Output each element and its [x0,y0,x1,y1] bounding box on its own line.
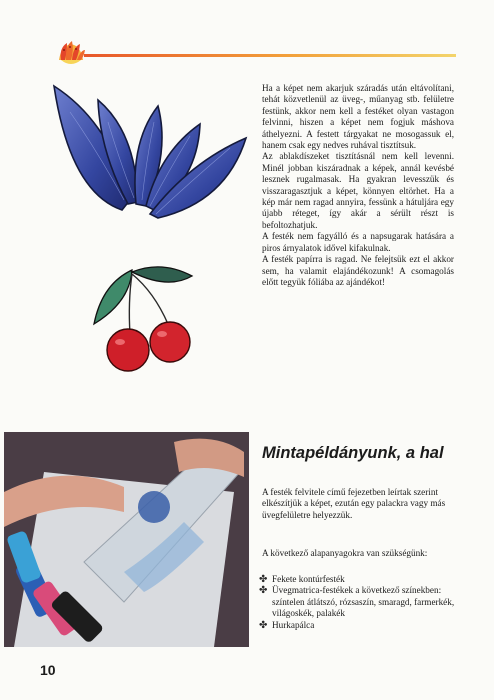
body-paragraph: Az ablakdíszeket tisztításnál nem kell levenni. Minél jobban kiszáradnak a képek, annál kevésbé lesznek rugalmasak. Ha gyakran levesszük és visszaragasztjuk a képet, könnyen eltörhet. Ha a kép már nem ragad annyira, fessünk a hátuljára egy újabb réteget, így akár a sérült részt is befoltozhatjuk. [262,151,454,230]
sun-flower-ornament-icon [55,38,87,68]
materials-list [258,574,458,631]
list-item-text: Fekete kontúrfesték [272,574,345,584]
bottle-painting-photo [4,432,249,647]
flower-bullet-icon: ✤ [259,585,268,597]
cherry-illustration [92,262,204,380]
flower-bullet-icon: ✤ [259,574,268,585]
flower-bullet-icon: ✤ [259,619,268,631]
body-paragraph: A festék nem fagyálló és a napsugarak hatására a piros árnyalatok idővel kifakulnak. [262,231,454,253]
materials-lead: A következő alapanyagokra van szükségünk: [262,548,428,558]
list-item [258,574,458,585]
body-paragraph: Ha a képet nem akarjuk száradás után eltávolítani, tehát közvetlenül az üveg-, műanyag stb. felületre festünk, akkor nem kell a festéket olyan vastagon felvinni, hiszen a képet nem fogjuk máshova áthelyezni. A festett tárgyakat ne mosogassuk el, hanem csak egy nedves ruhával tisztítsuk. [262,83,454,151]
list-item [258,585,458,619]
body-text [262,83,454,288]
header-rule [84,54,456,57]
page-number: 10 [40,662,56,678]
section-intro: A festék felvitele című fejezetben leírtak szerint elkészítjük a képet, ezután egy palackra vagy más üvegfelületre helyezzük. [262,487,446,520]
section-heading: Mintapéldányunk, a hal [262,444,444,462]
list-item-text: Üvegmatrica-festékek a következő színekben: színtelen átlátszó, rózsaszín, smaragd, farmerkék, világoskék, palakék [272,585,455,619]
list-item-text: Hurkapálca [272,619,315,630]
body-paragraph: A festék papírra is ragad. Ne felejtsük ezt el akkor sem, ha valamit elajándékozunk! A csomagolás előtt tegyük fóliába az ajándékot! [262,254,454,287]
list-item [258,620,458,631]
blue-leaf-illustration [50,82,250,222]
